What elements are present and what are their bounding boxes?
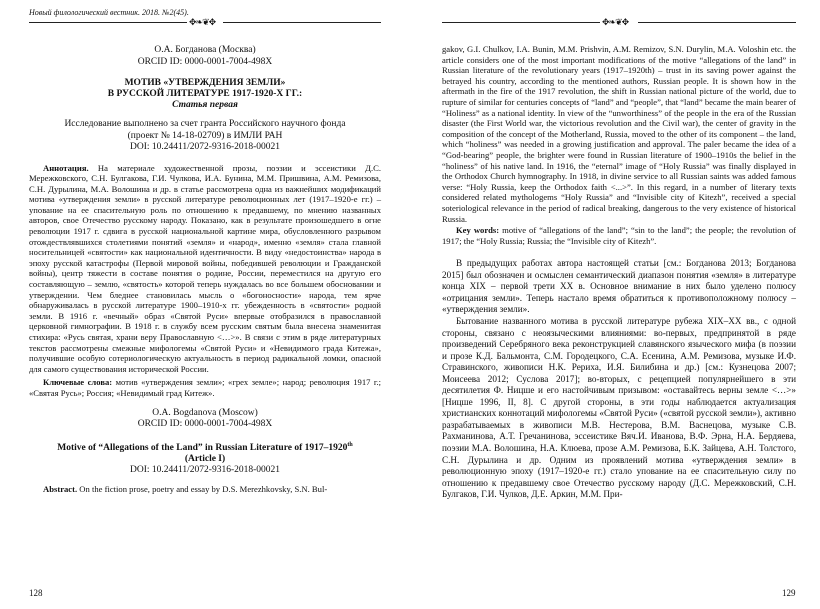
right-page — [410, 0, 820, 609]
title-ru-line-2: В РУССКОЙ ЛИТЕРАТУРЕ 1917-1920-Х ГГ.: — [107, 89, 303, 99]
title-en-sup: th — [347, 441, 353, 448]
grant-line-1: Исследование выполнено за счет гранта Российского научного фонда — [64, 119, 346, 129]
title-en-text: Motive of “Allegations of the Land” in Russian Literature of 1917–1920 — [57, 442, 348, 453]
body-paragraph-1: В предыдущих работах автора настоящей статьи [см.: Богданова 2013; Богданова 2015] был обозначен и осмыслен семантический диапазон понятия «земля» в литературе конца XIX – первой трети XX в. Основное внимание в них было уделено полюсу «отрицания земли». Теперь настало время обратиться к противоположному полюсу – «утверждения земли». — [442, 258, 796, 315]
doi-ru: DOI: 10.24411/2072-9316-2018-00021 — [129, 142, 281, 152]
body-paragraph-2: Бытование названного мотива в русской литературе рубежа XIX–XX вв., с одной стороны, связано с неоязыческими влияниями: во-первых, предпринятой в ряде произведений Серебряного века реконструкцией славянского языческого мифа (в поэзии и прозе К.Д. Бальмонта, С.М. Городецкого, С.А. Есенина, А.М. Ремизова, музыке И.Ф. Стравинского, живописи Н.К. Рериха, И.Я. Билибина и др.) [см.: Кузнецова 2007; Моисеева 2012; Суслова 2017]; во-вторых, с рецепцией популярнейшего в эти десятилетия Ф. Ницше и его настойчивым призывом: «оставайтесь верны земле <…>» [Ницше 1996, II, 8]. С другой стороны, в эти годы наблюдается актуализация христианских коннотаций мифологемы «Святой Руси» («святой русской земли»), активно разрабатываемых в живописи М.В. Нестерова, В.М. Васнецова, музыке С.В. Рахманинова, А.Т. Гречанинова, эссеистике Вяч.И. Иванова, В.Ф. Эрна, Н.А. Бердяева, поэзии М.А. Волошина, Н.А. Клюева, прозе А.М. Ремизова, Б.К. Зайцева, А.Н. Толстого, С.Н. Дурылина и др. Одним из проявлений мотива «утверждения земли» в революционную эпоху (1917–1920-е гг.) стало упование на ее спасительную силу по отношению к предавшему свое Отечество русскому народу (Д.С. Мережковский, С.Н. Булгаков, Г.И. Чулков, Д.Е. Аркин, М.М. При- — [442, 316, 796, 500]
ornament-icon: ✥❧❦✥ — [189, 17, 216, 27]
header-ornament-right — [442, 17, 796, 27]
abstract-ru-text: На материале художественной прозы, поэзии и эссеистики Д.С. Мережковского, С.Н. Булгакова, Г.И. Чулкова, И.А. Бунина, М.М. Пришвина, А.М. Ремизова, С.Н. Дурылина, М.А. Волошина и др. в статье рассмотрена одна из важнейших модификаций мотива «утверждения земли» в русской литературе революционных лет (1917–1920-е гг.) – упование на ее спасительную роль по отношению к предавшему, по мнению названных авторов, свое Отечество русскому народу. Показано, как в результате произошедшего в огне революции 1917 г. сдвига в русской национальной картине мира, обусловленного разрывом отождествлявшихся столетиями понятий «земля» и «народ», именно «земля» стала главной носительницей «святости» как национальной идентичности. В виду «недостоинства» народа в эпоху русской катастрофы (Первой мировой войны, победившей революции и Гражданской войны), центр тяжести в составе понятия о родине, России, переместился на другую его составляющую – землю, «святость» которой теперь нуждалась во все большем обосновании и утверждении. Чем бледнее становилась мысль о «богоносности» народа, тем ярче обнаруживалась в русской литературе 1900–1910-х гг. убежденность в «святости» родной земли. В 1916 г. «вечный» образ «Святой Руси» впервые отобразился в православной церковной гимнографии. В 1918 г. в службу всем русским святым была внесена знаменитая стихира: «Русь святая, храни веру Православную <…>». В связи с этим в ряде литературных текстов рассмотрены смежные мифологемы «Святой Руси» и «Невидимого града Китежа», получившие особую сотериологическую актуальность в период радикальной ломки, опасной для самого существования исторической России. — [29, 162, 381, 374]
keywords-en — [442, 225, 796, 246]
title-ru-line-3: Статья первая — [172, 100, 238, 110]
keywords-ru-text: мотив «утверждения земли»; «грех земле»; народ; революция 1917 г.; «Святая Русь»; Россия; «Невидимый град Китеж». — [29, 377, 381, 398]
abstract-en-continued: gakov, G.I. Chulkov, I.A. Bunin, M.M. Prishvin, A.M. Remizov, S.N. Durylin, M.A. Voloshin etc. the article considers one of the most important modifications of the motive “allegations of the land” in Russian literature of the revolutionary years (1917–1920th) – trust in its saving power against the betrayed his country, according to the mentioned authors, Russian people. It is shown how in the aftermath in the fire of the 1917 revolution, the shift in Russian national picture of the world, due to rupture of similar for centuries concepts of “land” and “people”, that “land” became the main bearer of “Holiness” as a national identity. In view of the “unworthiness” of the people in the era of the Russian disaster (the First World war, the victorious revolution and the Civil war), the center of gravity in the composition of the concept of the Motherland, Russia, moved to the other of its component – the land, which “holiness” was needed in a growing justification and approval. The paler became the idea of a “God-bearing” people, the brighter were found in Russian literature of 1900–1910s the belief in the “holiness” of his native land. In 1916, the “eternal” image of “Holy Russia” was finally displayed in the Orthodox Church hymnography. In 1918, in divine service to all Russian saints was added famous verse: “Holy Russia, keep the Orthodox faith <...>”. In this regard, in a number of literary texts considered related mythologems “Holy Russia” and “Invisible city of Kitezh”, received a special soteriological relevance in the period of radical breaking, dangerous to the very existence of historical Russia. — [442, 44, 796, 224]
left-column — [29, 45, 381, 495]
header-ornament — [29, 17, 381, 27]
abstract-ru — [29, 163, 381, 375]
orcid-en: ORCID ID: 0000-0001-7004-498X — [137, 419, 273, 430]
title-en-line-1 — [29, 440, 381, 454]
right-column — [442, 44, 796, 501]
orcid-ru: ORCID ID: 0000-0001-7004-498X — [137, 56, 273, 67]
author-en: O.A. Bogdanova (Moscow) — [152, 407, 258, 418]
author-ru: О.А. Богданова (Москва) — [154, 45, 256, 55]
running-header: Новый филологический вестник. 2018. №2(45). — [29, 8, 189, 17]
ornament-icon-right: ✥❧❦✥ — [602, 17, 629, 27]
abstract-en-label: Abstract. — [43, 484, 78, 495]
title-ru-line-1: МОТИВ «УТВЕРЖДЕНИЯ ЗЕМЛИ» — [124, 78, 286, 88]
abstract-ru-label: Аннотация. — [43, 162, 89, 173]
page-number-right: 129 — [782, 588, 796, 598]
abstract-en-start — [29, 484, 381, 495]
doi-en: DOI: 10.24411/2072-9316-2018-00021 — [129, 464, 281, 475]
keywords-ru-label: Ключевые слова: — [43, 377, 113, 388]
title-en-line-2: (Article I) — [184, 453, 226, 464]
keywords-ru — [29, 377, 381, 398]
grant-line-2: (проект № 14-18-02709) в ИМЛИ РАН — [127, 130, 283, 141]
keywords-en-label: Key words: — [456, 225, 500, 236]
page-number-left: 128 — [29, 588, 43, 598]
keywords-en-text: motive of “allegations of the land”; “sin to the land”; the people; the revolution of 1917; the “Holy Russia; Russia; the “Invisible city of Kitezh”. — [442, 225, 796, 246]
abstract-en-text: On the fiction prose, poetry and essay by D.S. Merezhkovsky, S.N. Bul- — [79, 484, 328, 495]
